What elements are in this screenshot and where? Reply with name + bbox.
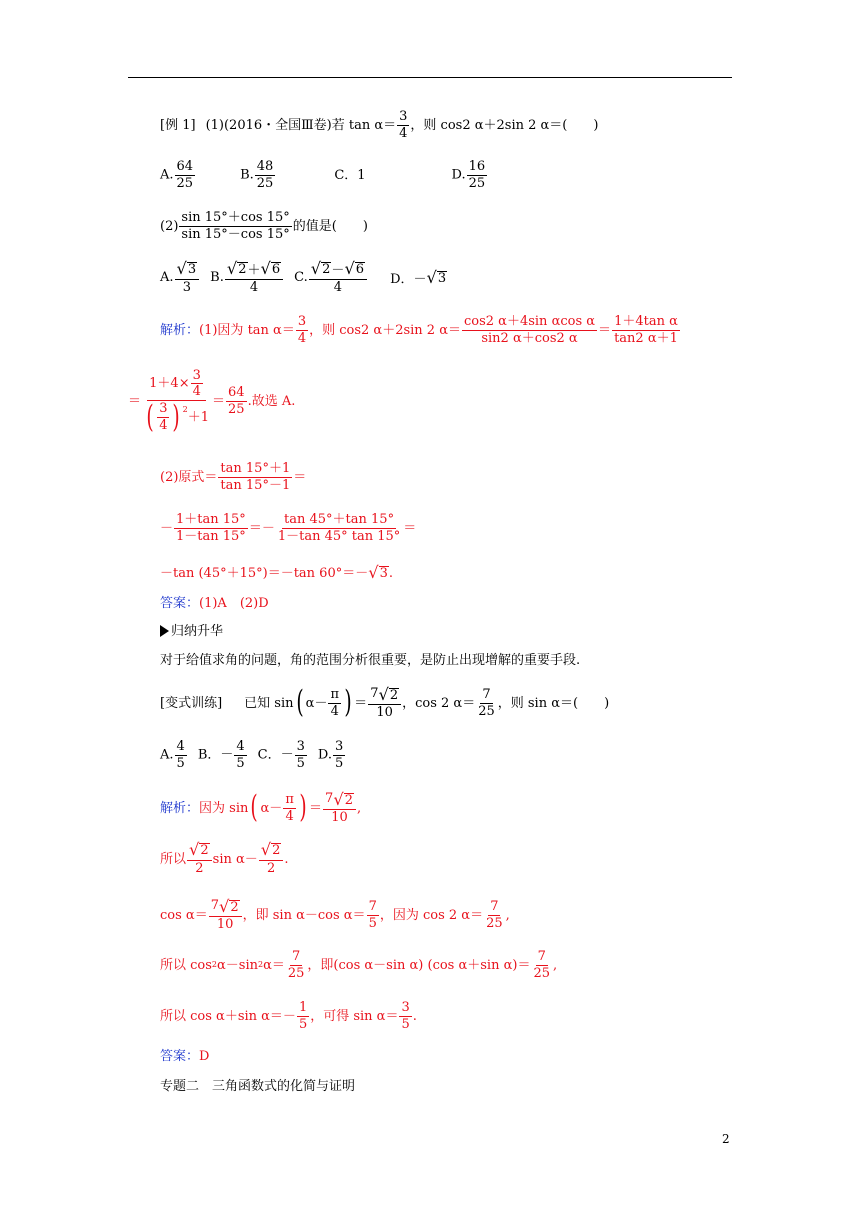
solution2-line3: cos α＝ 7 √ 2 10 ，即 sin α－cos α＝ $\frac{7}{5}$ ，因为 cos 2 α＝ $\frac{7}{25}$ , [160,896,510,932]
solution1-line3: (2)原式＝ $\frac{\tan 15^\circ+1}{\tan 15^\circ-1}$ ＝ [160,460,307,493]
solution1-line1: 解析： (1)因为 tan α＝ $\frac{3}{4}$ ，则 cos2 α＋2sin 2 α＝ $\frac{\text{cos2 α＋4sin αcos α}}{\sin 2 \alpha+\cos 2 \alpha}$ ＝ $\frac{\text{1＋4tan α}}{\tan 2 \alpha+1}$ [160,313,678,346]
option-a: A. √ 3 3 [160,261,200,294]
variant-question: [变式训练] 已知 sin ( α－ $\frac{\pi}{4}$ ) ＝ 7 √ 2 10 ，cos 2 α＝ $\frac{7}{25}$ ，则 sin α＝( ) [160,684,610,721]
summary-text: 对于给值求角的问题，角的范围分析很重要，是防止出现增解的重要手段. [160,652,581,668]
option-b: B．－ $\frac{4}{5}$ [197,738,245,771]
solution-label: 解析： [160,322,200,338]
solution1-line2: ＝ 1＋4× $\frac{3}{4}$ ( $\frac{3}{4}$ ) 2 ＋1 ＝ $\frac{64}{25}$ .故选 A. [128,367,296,436]
solution2-line1: 解析： 因为 sin ( α－ $\frac{\pi}{4}$ ) ＝ 7 √ 2 10 , [160,789,362,826]
solution1-line5: －tan (45°＋15°)＝－tan 60°＝－ √ 3 . [160,562,394,582]
fraction: $\frac{3}{4}$ [399,108,408,141]
example1-question: [例 1] (1)(2016・全国Ⅲ卷)若 tan α＝ $\frac{3}{4}$ ，则 cos2 α＋2sin 2 α＝( ) [160,108,599,141]
triangle-marker-icon [160,625,169,637]
solution2-line2: 所以 √ 2 2 sin α－ √ 2 2 . [160,840,289,876]
option-b: B. √ 2 ＋ √ 6 4 [210,261,284,294]
option-b: B. $\frac{48}{25}$ [240,158,274,191]
option-c: C．－ $\frac{3}{5}$ [257,738,305,771]
option-c: C. √ 2 － √ 6 4 [294,261,368,294]
example1-label: [例 1] [160,117,196,133]
solution2-line4: 所以 cos 2 α－sin 2 α＝ $\frac{7}{25}$ ，即(cos α－sin α) (cos α＋sin α)＝ $\frac{7}{25}$ , [160,948,558,981]
page-number: 2 [722,1132,730,1146]
option-d: D. $\frac{3}{5}$ [317,738,344,771]
option-d: D．－ √ 3 [390,267,447,287]
example1-options [160,156,488,194]
example1-question-2: (2) $\frac{\sin 15^\circ+\cos 15^\circ}{\sin 15^\circ-\cos 15^\circ}$ 的值是( ) [160,209,368,242]
topic2-heading: 专题二 三角函数式的化简与证明 [160,1078,356,1094]
option-a: A. $\frac{64}{25}$ [160,158,194,191]
example1-q2-options [160,258,447,298]
header-rule [128,77,732,78]
variant-options [160,736,346,774]
solution2-line5: 所以 cos α＋sin α＝－ $\frac{1}{5}$ ，可得 sin α＝ $\frac{3}{5}$ . [160,999,417,1032]
summary-heading: 归纳升华 [160,622,223,640]
solution1-line4: － $\frac{1+\tan 15^\circ}{1-\tan 15^\circ}$ ＝－ $\frac{\tan 45^\circ+\tan 15^\circ}{1-\tan 45^\circ \tan 15^\circ}$ ＝ [160,511,417,544]
option-c: C．1 [334,167,366,183]
option-a: A. $\frac{4}{5}$ [160,738,185,771]
option-d: D. $\frac{16}{25}$ [451,158,486,191]
answer2: 答案： D [160,1048,210,1064]
answer1: 答案： (1)A (2)D [160,595,269,611]
